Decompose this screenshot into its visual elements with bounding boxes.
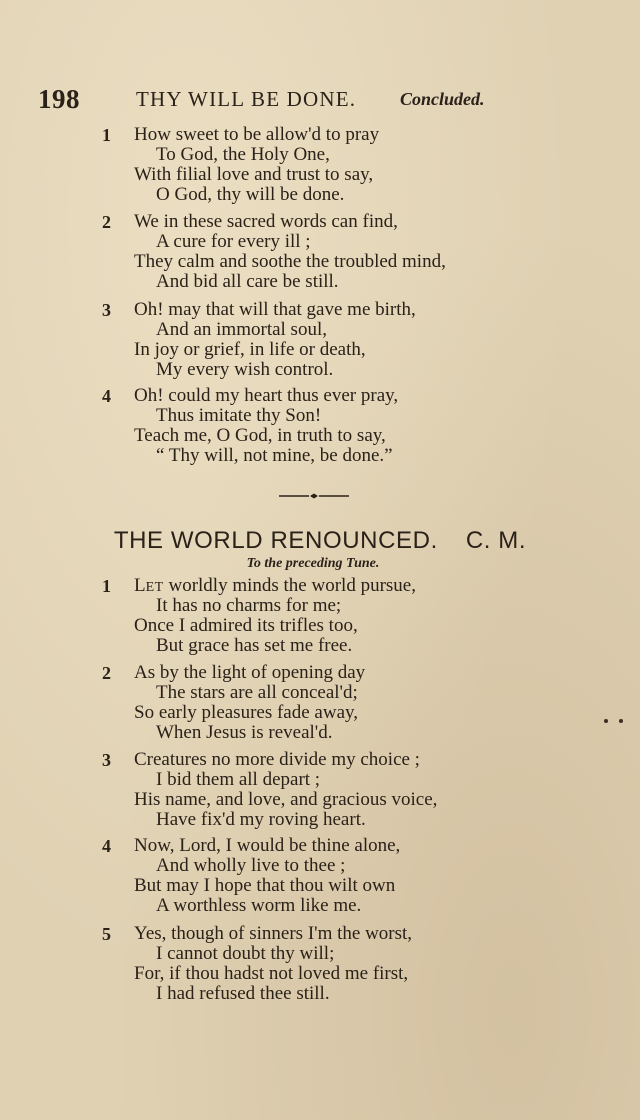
verse-line: We in these sacred words can find,: [134, 211, 398, 232]
verse-line: Creatures no more divide my choice ;: [134, 749, 420, 770]
verse-line: As by the light of opening day: [134, 662, 366, 683]
stanza-number: 2: [102, 663, 111, 683]
verse-line: And an immortal soul,: [156, 319, 327, 340]
verse-line: Thus imitate thy Son!: [156, 405, 322, 426]
verse-line: It has no charms for me;: [156, 595, 342, 616]
stanza-number: 1: [102, 576, 111, 596]
verse-line: His name, and love, and gracious voice,: [134, 789, 438, 810]
stanza-number: 3: [102, 750, 111, 770]
verse-line: Have fix'd my roving heart.: [156, 809, 366, 830]
stanza-number: 4: [102, 836, 111, 856]
stanza-number: 2: [102, 212, 111, 232]
stanza-2: [102, 663, 522, 743]
verse-line: Teach me, O God, in truth to say,: [134, 425, 386, 446]
stanza-4: [102, 386, 522, 466]
ornament-divider-icon: [279, 493, 349, 499]
stanza-number: 3: [102, 300, 111, 320]
verse-line: Once I admired its trifles too,: [134, 615, 358, 636]
verse-line: They calm and soothe the troubled mind,: [134, 251, 446, 272]
verse-line: In joy or grief, in life or death,: [134, 339, 366, 360]
verse-line: “ Thy will, not mine, be done.”: [156, 445, 393, 466]
page-number: 198: [38, 84, 80, 114]
verse-line: A cure for every ill ;: [156, 231, 311, 252]
verse-line: With filial love and trust to say,: [134, 164, 374, 185]
stanza-3: [102, 750, 522, 830]
hymn-meter: C. M.: [465, 527, 527, 554]
verse-line: My every wish control.: [156, 359, 334, 380]
stanza-1: [102, 576, 522, 656]
verse-line: When Jesus is reveal'd.: [156, 722, 333, 743]
verse-line-rest: worldly minds the world pursue,: [163, 575, 416, 596]
verse-line: To God, the Holy One,: [156, 144, 330, 165]
stanza-number: 1: [102, 125, 111, 145]
running-title: THY WILL BE DONE.: [136, 87, 357, 111]
verse-line: O God, thy will be done.: [156, 184, 345, 205]
ink-speck-icon: [603, 718, 625, 724]
verse-line: For, if thou hadst not loved me first,: [134, 963, 409, 984]
verse-line: Now, Lord, I would be thine alone,: [134, 835, 401, 856]
hymn-title-text: THE WORLD RENOUNCED.: [113, 527, 438, 554]
stanza-2: [102, 212, 522, 292]
stanza-number: 5: [102, 924, 111, 944]
tune-note: To the preceding Tune.: [246, 556, 380, 571]
verse-line: Yes, though of sinners I'm the worst,: [134, 923, 413, 944]
verse-line: And wholly live to thee ;: [156, 855, 346, 876]
verse-line: But may I hope that thou wilt own: [134, 875, 396, 896]
verse-line: Oh! could my heart thus ever pray,: [134, 385, 399, 406]
stanza-3: [102, 300, 522, 380]
stanza-number: 4: [102, 386, 111, 406]
verse-line: A worthless worm like me.: [156, 895, 362, 916]
stanza-5: [102, 924, 522, 1004]
verse-line: But grace has set me free.: [156, 635, 353, 656]
drop-initial: L: [134, 575, 146, 596]
page-header: [38, 84, 508, 114]
verse-line: And bid all care be still.: [156, 271, 339, 292]
small-caps-rest: ET: [145, 580, 164, 595]
verse-line: I had refused thee still.: [156, 983, 330, 1004]
verse-line: Oh! may that will that gave me birth,: [134, 299, 416, 320]
running-subtitle: Concluded.: [400, 89, 485, 109]
verse-line: I cannot doubt thy will;: [156, 943, 335, 964]
stanza-1: [102, 125, 522, 205]
verse-line: How sweet to be allow'd to pray: [134, 124, 380, 145]
hymn-title: [0, 527, 640, 555]
verse-line: The stars are all conceal'd;: [156, 682, 358, 703]
verse-line: So early pleasures fade away,: [134, 702, 359, 723]
stanza-4: [102, 836, 522, 916]
verse-line: I bid them all depart ;: [156, 769, 321, 790]
